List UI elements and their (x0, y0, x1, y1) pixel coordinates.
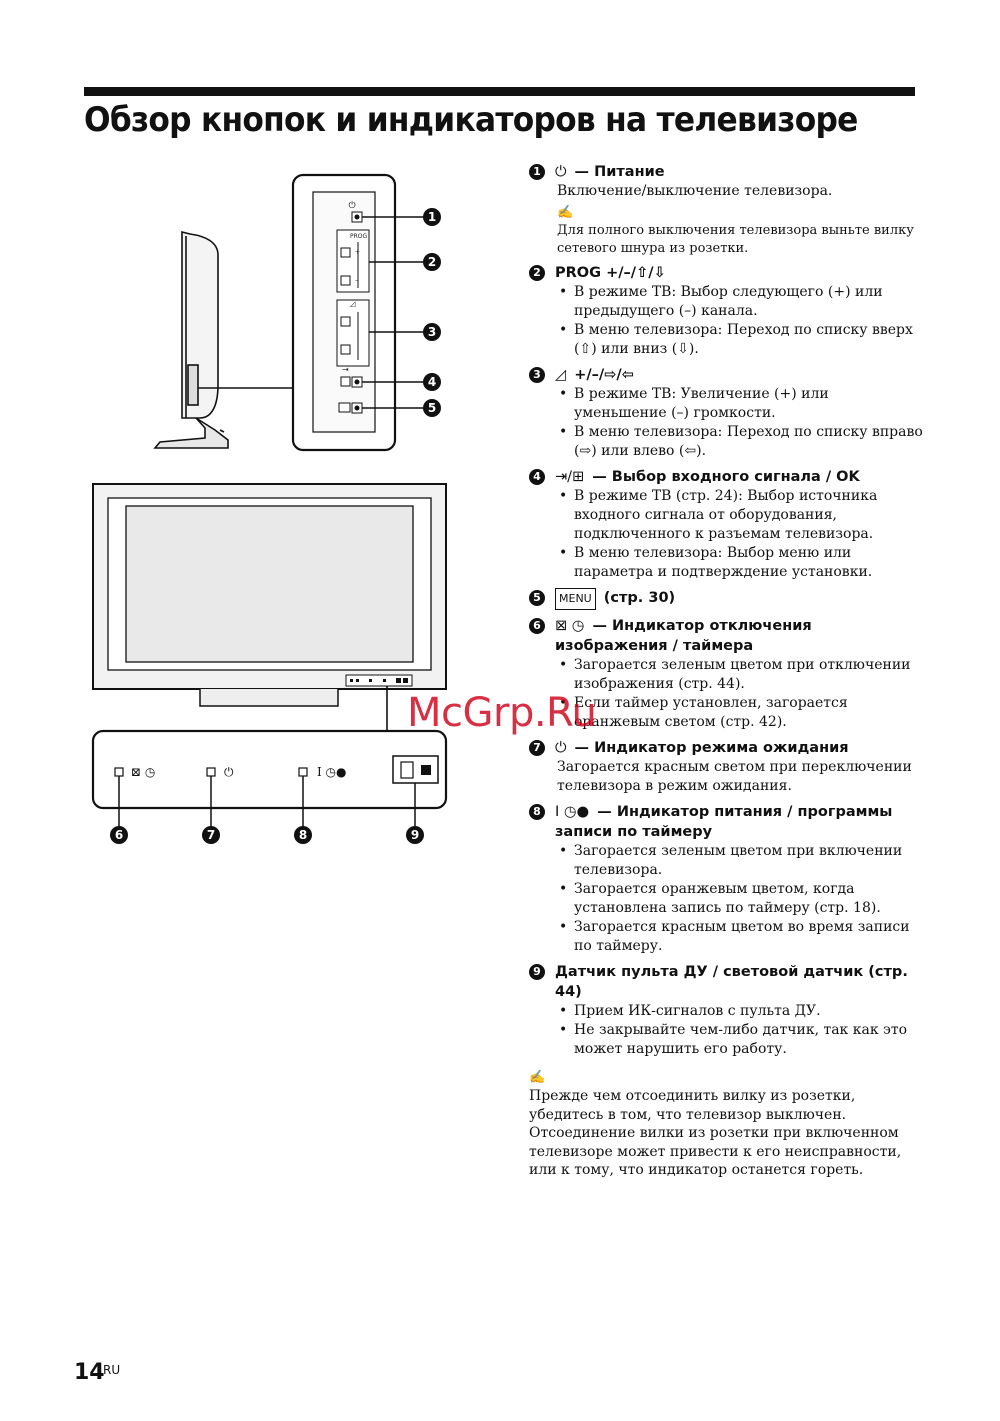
input-select-icon: ⇥/⊞ (555, 469, 585, 485)
final-note (529, 1069, 924, 1180)
item-heading: — Индикатор режима ожидания (574, 740, 849, 756)
item-heading: — Питание (574, 164, 665, 180)
list-item: • В режиме ТВ (стр. 24): Выбор источника входного сигнала от оборудования, подключенного к разъемам телевизора. (557, 487, 924, 544)
item-heading: — Индикатор отключения изображения / таймера (555, 618, 812, 654)
item-number-badge: 7 (529, 740, 545, 756)
item-text: Загорается красным светом при переключении телевизора в режим ожидания. (557, 759, 912, 794)
note-icon: ✍ (557, 205, 574, 220)
note-icon: ✍ (529, 1070, 546, 1085)
item-input (529, 467, 924, 582)
item-heading: (стр. 30) (603, 590, 676, 606)
list-item: • Не закрывайте чем-либо датчик, так как это может нарушить его работу. (557, 1021, 924, 1059)
svg-text:PROG: PROG (350, 233, 368, 240)
volume-icon: ◿ (555, 367, 567, 383)
item-number-badge: 8 (529, 804, 545, 820)
item-number-badge: 9 (529, 964, 545, 980)
picture-off-timer-icon: ⊠ ◷ (555, 618, 585, 634)
tv-side-view (155, 232, 293, 448)
item-number-badge: 5 (529, 590, 545, 606)
svg-text:4: 4 (427, 375, 437, 389)
item-text: Включение/выключение телевизора. (557, 183, 833, 199)
list-item: • Если таймер установлен, загорается оранжевым светом (стр. 42). (557, 694, 924, 732)
svg-text:8: 8 (298, 828, 308, 842)
svg-text:2: 2 (427, 255, 437, 269)
side-callouts (423, 208, 441, 417)
item-remote-sensor (529, 962, 924, 1059)
svg-text:I ◷●: I ◷● (317, 765, 347, 779)
item-heading: — Индикатор питания / программы записи по таймеру (555, 804, 893, 840)
list-item: • В режиме ТВ: Выбор следующего (+) или предыдущего (–) канала. (557, 283, 924, 321)
svg-text:⇥: ⇥ (342, 365, 349, 374)
svg-text:1: 1 (427, 210, 437, 224)
item-heading: Датчик пульта ДУ / световой датчик (стр. 44) (555, 964, 908, 1000)
item-heading: — Выбор входного сигнала / OK (592, 469, 860, 485)
description-column (529, 162, 924, 1180)
front-callouts (110, 826, 424, 844)
item-number-badge: 6 (529, 618, 545, 634)
watermark: McGrp.Ru (407, 690, 597, 736)
svg-text:+: + (355, 249, 361, 256)
page-language: RU (103, 1363, 121, 1377)
tv-front-view (93, 484, 446, 731)
list-item: • Загорается зеленым цветом при отключении изображения (стр. 44). (557, 656, 924, 694)
svg-text:⏻: ⏻ (224, 765, 234, 779)
list-item: • В меню телевизора: Переход по списку вверх (⇧) или вниз (⇩). (557, 321, 924, 359)
standby-icon: ⏻ (555, 740, 567, 756)
menu-icon: MENU (555, 588, 596, 610)
power-icon: ⏻ (555, 164, 567, 180)
item-heading: PROG +/–/⇧/⇩ (555, 265, 666, 281)
item-note: Для полного выключения телевизора выньте вилку сетевого шнура из розетки. (557, 223, 914, 256)
list-item: • В меню телевизора: Выбор меню или параметра и подтверждение установки. (557, 544, 924, 582)
item-menu (529, 588, 924, 610)
svg-text:5: 5 (427, 401, 437, 415)
list-item: • Прием ИК-сигналов с пульта ДУ. (557, 1002, 924, 1021)
list-item: • Загорается оранжевым цветом, когда установлена запись по таймеру (стр. 18). (557, 880, 924, 918)
page-number: 14 (74, 1360, 105, 1385)
indicator-panel-zoom (93, 731, 446, 844)
control-panel-zoom (293, 175, 441, 450)
svg-text:⏻: ⏻ (348, 201, 356, 211)
list-item: • Загорается зеленым цветом при включении телевизора. (557, 842, 924, 880)
svg-text:–: – (355, 277, 358, 284)
svg-text:3: 3 (427, 325, 437, 339)
svg-text:7: 7 (206, 828, 216, 842)
item-power (529, 162, 924, 257)
power-timer-rec-icon: I ◷● (555, 804, 590, 820)
item-volume (529, 365, 924, 461)
item-heading: +/–/⇨/⇦ (574, 367, 634, 383)
list-item: • Загорается красным цветом во время записи по таймеру. (557, 918, 924, 956)
svg-text:9: 9 (410, 828, 420, 842)
list-item: • В меню телевизора: Переход по списку вправо (⇨) или влево (⇦). (557, 423, 924, 461)
item-number-badge: 1 (529, 164, 545, 180)
item-prog (529, 263, 924, 359)
list-item: • В режиме ТВ: Увеличение (+) или уменьшение (–) громкости. (557, 385, 924, 423)
page-title: Обзор кнопок и индикаторов на телевизоре (84, 100, 858, 140)
svg-text:6: 6 (114, 828, 124, 842)
svg-text:⊠ ◷: ⊠ ◷ (131, 765, 156, 779)
svg-text:◿: ◿ (350, 300, 356, 308)
item-number-badge: 4 (529, 469, 545, 485)
final-note-text: Прежде чем отсоединить вилку из розетки, убедитесь в том, что телевизор выключен. Отсоединение вилки из розетки при включенном телевизоре может привести к его неисправности, или к тому, что индикатор останется гореть. (529, 1088, 902, 1178)
item-number-badge: 2 (529, 265, 545, 281)
item-number-badge: 3 (529, 367, 545, 383)
item-power-timer-rec (529, 802, 924, 956)
item-standby (529, 738, 924, 796)
